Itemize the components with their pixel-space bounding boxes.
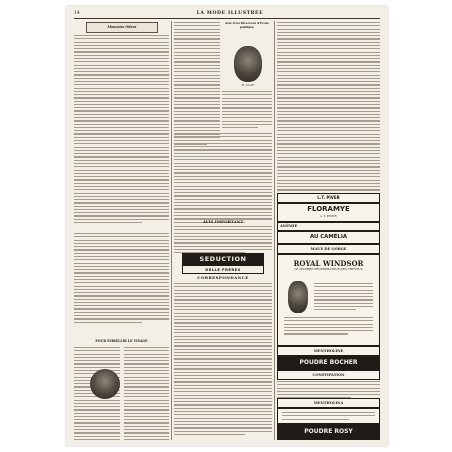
publication-title: LA MODE ILLUSTRÉE [196,10,264,16]
ad-maux-gorge-title: MAUX DE GORGE [310,247,347,251]
section-heading: Mauvaise Odeur [107,25,137,29]
article-text-body [174,133,272,225]
ad-constipation [277,370,380,380]
portrait-caption: M. JOUAN [241,84,255,87]
notice-text [174,226,272,256]
left-article-text-1 [74,35,169,225]
ad-camelia-title: AU CAMÉLIA [309,234,348,240]
left-article-text-2 [74,233,169,325]
ad-royal-windsor [277,254,380,346]
ad-floramye-sub: L.T. PIVER [320,214,337,218]
middle-column [174,21,272,440]
column-divider-2 [274,21,275,440]
ad-poudre-rosy-title: POUDRE ROSY [304,428,353,435]
royal-windsor-lady-image [288,281,308,313]
ad-mentholine-title: MENTHOLINE [313,349,344,353]
page-header [74,9,380,17]
royal-windsor-text-2 [284,317,373,337]
column-divider-1 [171,21,172,440]
banner-brand: SEDUCTION [199,255,247,263]
ad-mentholina-title: MENTHOLINA [313,401,344,405]
ad-floramye [277,203,380,222]
lady-portrait-image [90,369,120,399]
section-heading-frame [86,22,158,33]
beauty-text-right [124,347,169,440]
right-column [277,21,380,440]
magazine-page [66,6,388,446]
correspondence-text [174,283,272,437]
ad-camelia [277,231,380,244]
ad-constipation-title: CONSTIPATION [312,373,345,377]
notice-heading: AVIS IMPORTANT [202,219,244,224]
beauty-heading: POUR EMBELLIR LE VISAGE [95,339,148,343]
banner-maker: GELLE FRÈRES [182,265,264,274]
left-column [74,21,169,440]
director-portrait-image [234,46,262,82]
correspondence-heading: CORRESPONDANCE [197,275,249,280]
ad-poudre-bocher-title: POUDRE BOCHER [299,359,358,366]
ad-anemie-title: ANÉMIE [280,224,298,228]
ad-royal-windsor-title: ROYAL WINDSOR [293,259,364,268]
ad-royal-windsor-sub: LE CÉLÈBRE RÉGÉNÉRATEUR DES CHEVEUX [294,267,363,271]
royal-windsor-text [314,283,373,313]
page-number: 14 [74,10,80,16]
ad-piver-title: L.T. PIVER [317,195,340,200]
ad-mentholine [277,346,380,356]
ad-mentholina [277,398,380,408]
header-rule [74,18,380,19]
ad-poudre-bocher [277,356,380,370]
ad-poudre-rosy [277,424,380,440]
ad-floramye-title: FLORAMYE [307,205,350,213]
ad-small-box [277,408,380,424]
article-heading: Avis d'un Directeur d'École publique [225,21,269,29]
seduction-banner [182,253,264,265]
ad-small-box-text [282,412,375,422]
right-text-top [277,22,380,199]
ad-piver [277,193,380,203]
middle-intro-text [174,22,220,147]
ad-anemie [277,222,380,231]
ad-maux-gorge [277,244,380,254]
article-text-right [222,91,272,130]
